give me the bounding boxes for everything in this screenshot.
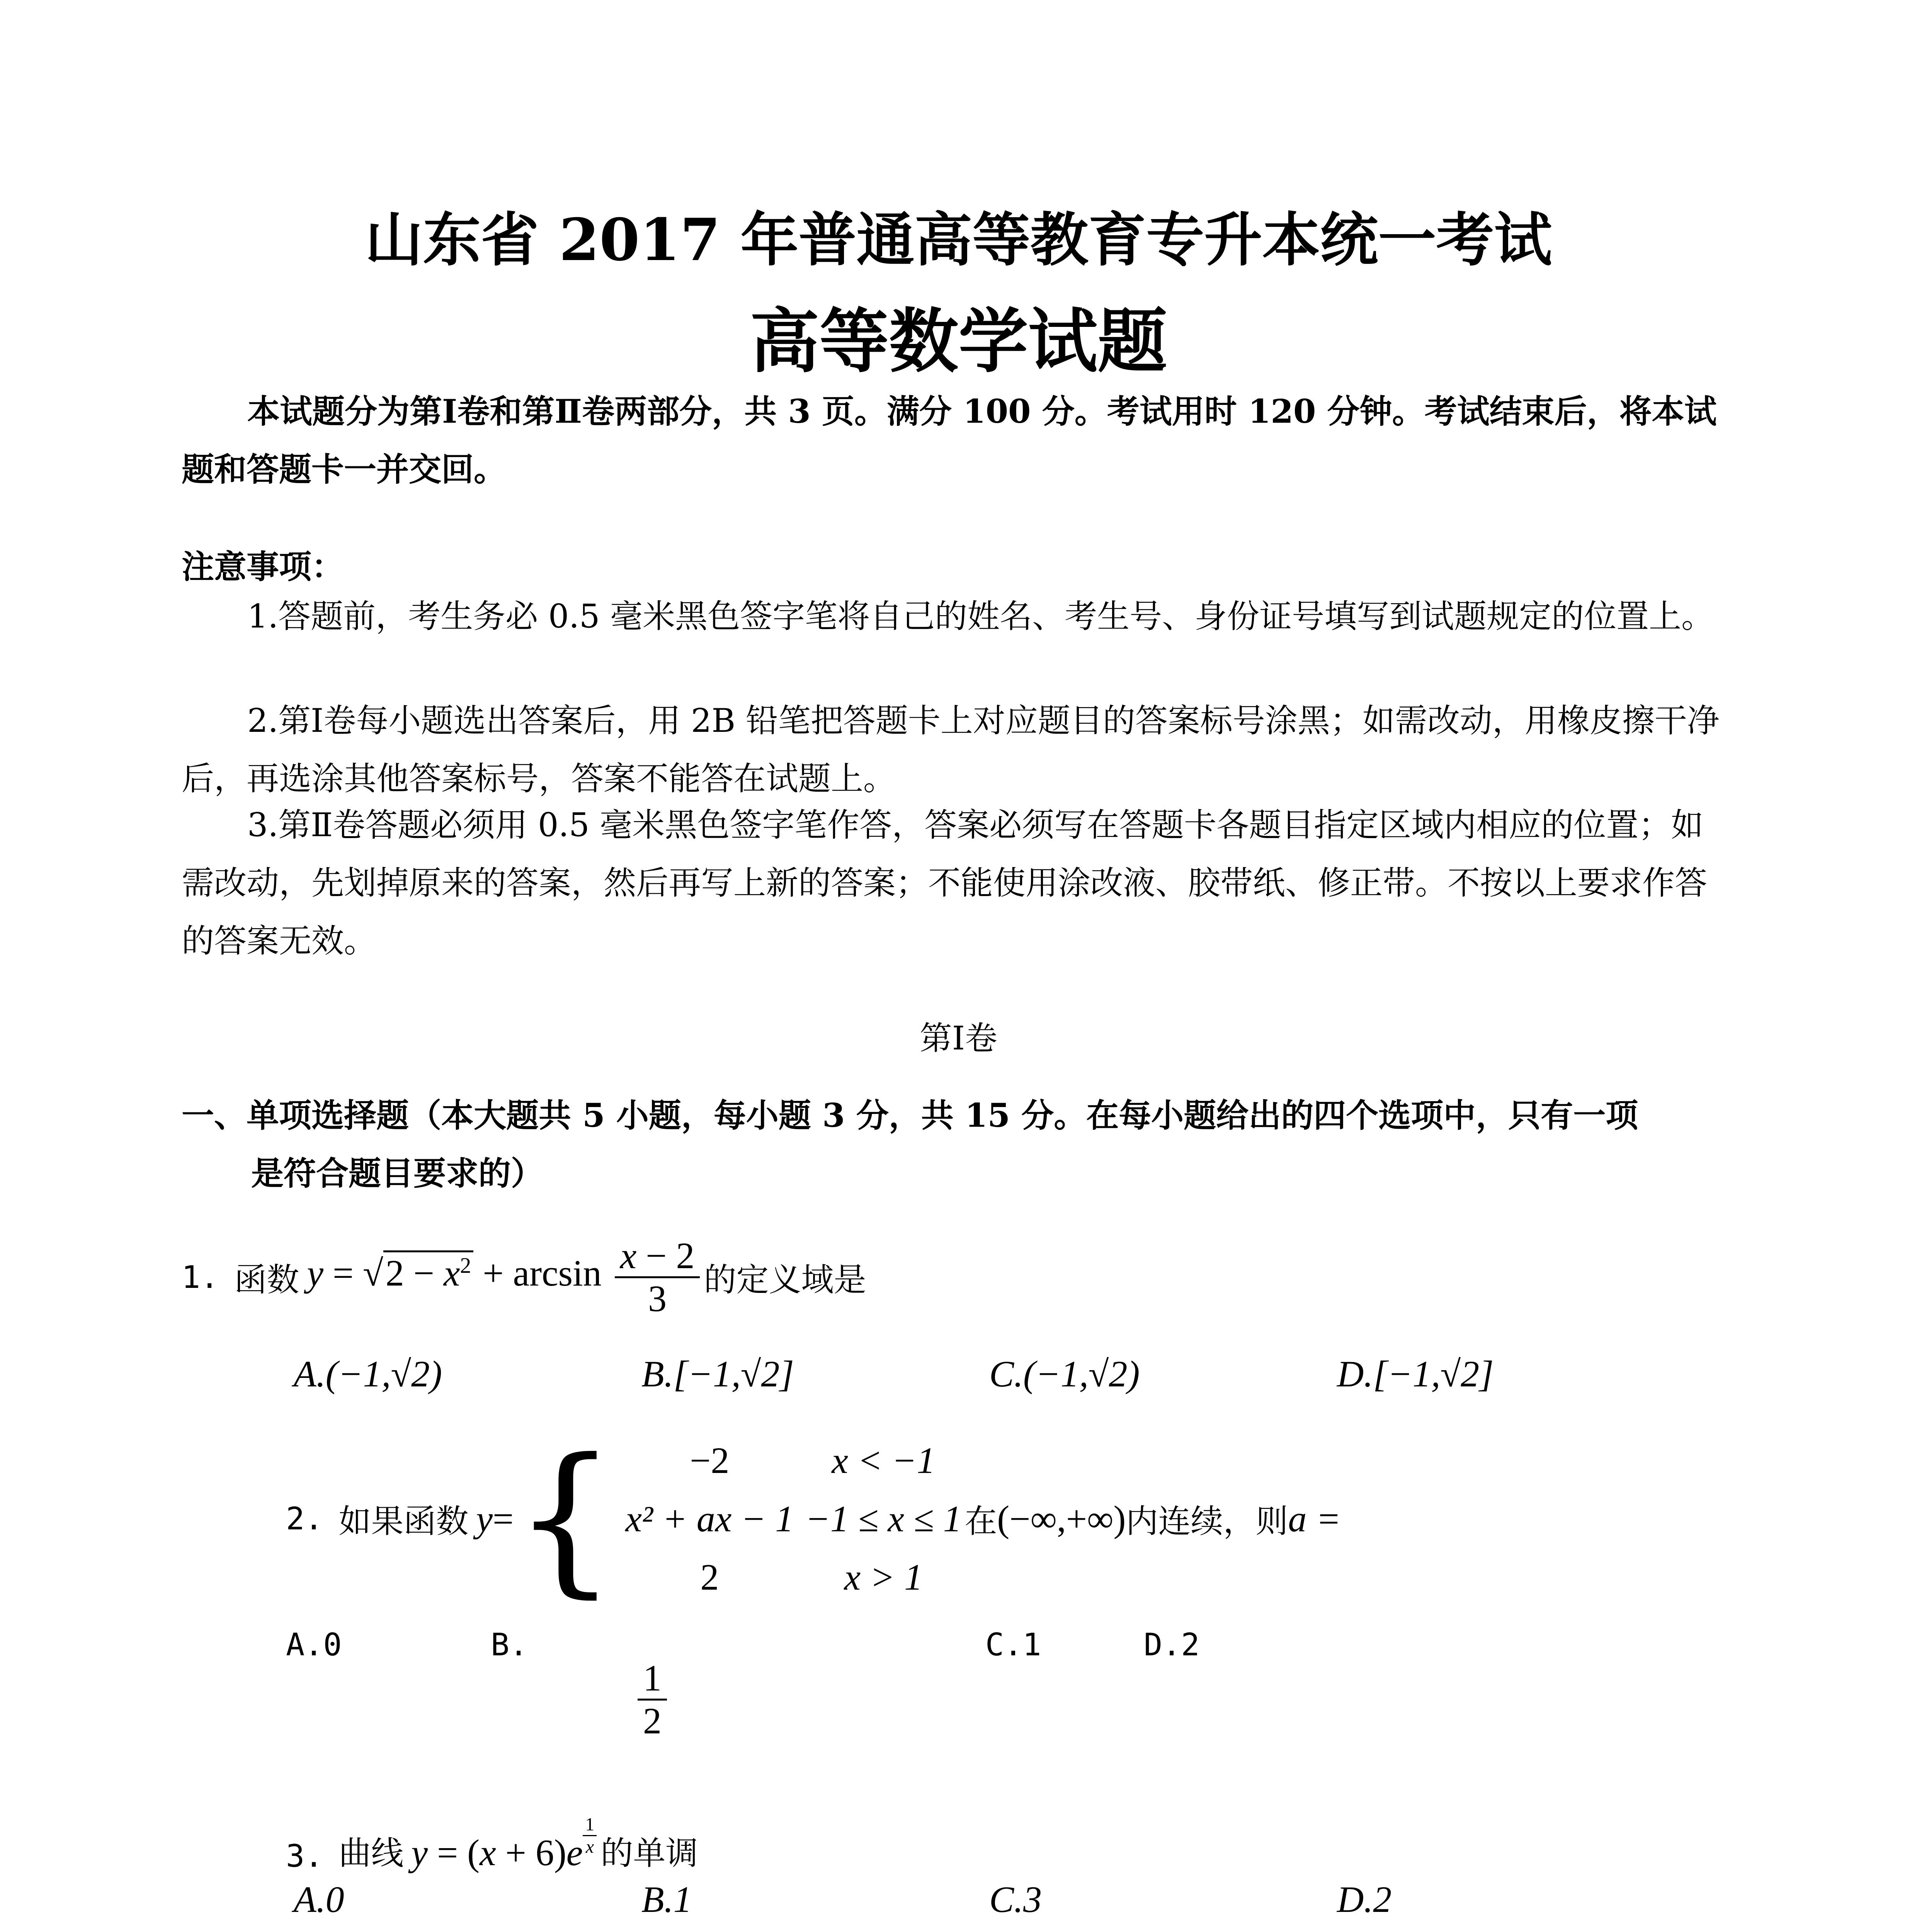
question-1 (182, 1213, 866, 1341)
note-item-3: 3.第Ⅱ卷答题必须用 0.5 毫米黑色签字笔作答，答案必须写在答题卡各题目指定区域内相应的位置；如需改动，先划掉原来的答案，然后再写上新的答案；不能使用涂改液、胶带纸、修正带。不按以上要求作答的答案无效。 (182, 806, 1708, 960)
section-heading-line1: 一、单项选择题（本大题共 5 小题，每小题 3 分，共 15 分。在每小题给出的四个选项中，只有一项 (182, 1096, 1638, 1134)
q1-option-c[interactable]: C.(−1,√2) (989, 1353, 1140, 1395)
note-item-1: 1.答题前，考生务必 0.5 毫米黑色签字笔将自己的姓名、考生号、身份证号填写到试题规定的位置上。 (247, 597, 1714, 635)
section-title: 第Ⅰ卷 (919, 1019, 998, 1057)
q3-option-c[interactable]: C.3 (989, 1879, 1042, 1920)
q2-brace: { (514, 1424, 617, 1613)
q3-prefix: 曲线 (338, 1834, 404, 1872)
q2-middle: 在 (964, 1502, 997, 1540)
notes-heading: 注意事项： (182, 548, 344, 586)
exam-subtitle: 高等数学试题 (750, 301, 1167, 382)
q3-formula: y = (x + 6)e $\frac{1}{x}$ (411, 1814, 597, 1874)
q2-option-c[interactable]: C.1 (985, 1627, 1041, 1663)
q3-option-d[interactable]: D.2 (1337, 1879, 1392, 1920)
q2-interval: (−∞,+∞) (997, 1498, 1126, 1539)
section-heading-line2: 是符合题目要求的） (251, 1154, 544, 1192)
q2-option-d[interactable]: D.2 (1144, 1627, 1200, 1663)
q3-suffix: 的单调 (600, 1834, 698, 1872)
q2-prefix: 如果函数 (338, 1502, 469, 1540)
q1-suffix: 的定义域是 (704, 1260, 866, 1299)
q2-tail: a = (1288, 1498, 1341, 1539)
q1-option-b[interactable]: B.[−1,√2] (641, 1353, 794, 1395)
q2-option-b[interactable]: B. (491, 1627, 528, 1663)
intro-paragraph: 本试题分为第Ⅰ卷和第Ⅱ卷两部分，共 3 页。满分 100 分。考试用时 120 分钟。考试结束后，将本试题和答题卡一并交回。 (182, 392, 1717, 488)
q3-option-b[interactable]: B.1 (641, 1879, 692, 1920)
q2-number: 2. (286, 1500, 323, 1537)
note-item-2: 2.第Ⅰ卷每小题选出答案后，用 2B 铅笔把答题卡上对应题目的答案标号涂黑；如需改动，用橡皮擦干净后，再选涂其他答案标号，答案不能答在试题上。 (182, 702, 1720, 798)
question-2: 2. 如果函数 y = { −2 x < −1 x² + ax − 1 −1 ≤ x ≤ 1 2 x > 1 在 (−∞,+∞) 内连续，则 a = (286, 1424, 1341, 1613)
q1-option-d[interactable]: D.[−1,√2] (1337, 1353, 1494, 1395)
q1-prefix: 函数 (234, 1260, 299, 1299)
q3-number: 3. (286, 1838, 323, 1874)
q2-option-a[interactable]: A.0 (286, 1627, 342, 1663)
q3-option-a[interactable]: A.0 (294, 1879, 344, 1920)
q2-suffix: 内连续，则 (1126, 1502, 1288, 1540)
q2-option-b-fraction: $\frac{1}{2}$ (634, 1658, 671, 1741)
q1-number: 1. (182, 1259, 219, 1295)
q1-formula: $y = √2 - x^2 + \arcsin$ $\frac{x - 2}{3}$ (307, 1235, 704, 1319)
q1-option-a[interactable]: A.(−1,√2) (294, 1353, 442, 1395)
q2-cases: −2 x < −1 x² + ax − 1 −1 ≤ x ≤ 1 2 x > 1 (625, 1439, 962, 1598)
question-3 (286, 1797, 698, 1874)
exam-title: 山东省 2017 年普通高等教育专升本统一考试 (365, 206, 1552, 274)
